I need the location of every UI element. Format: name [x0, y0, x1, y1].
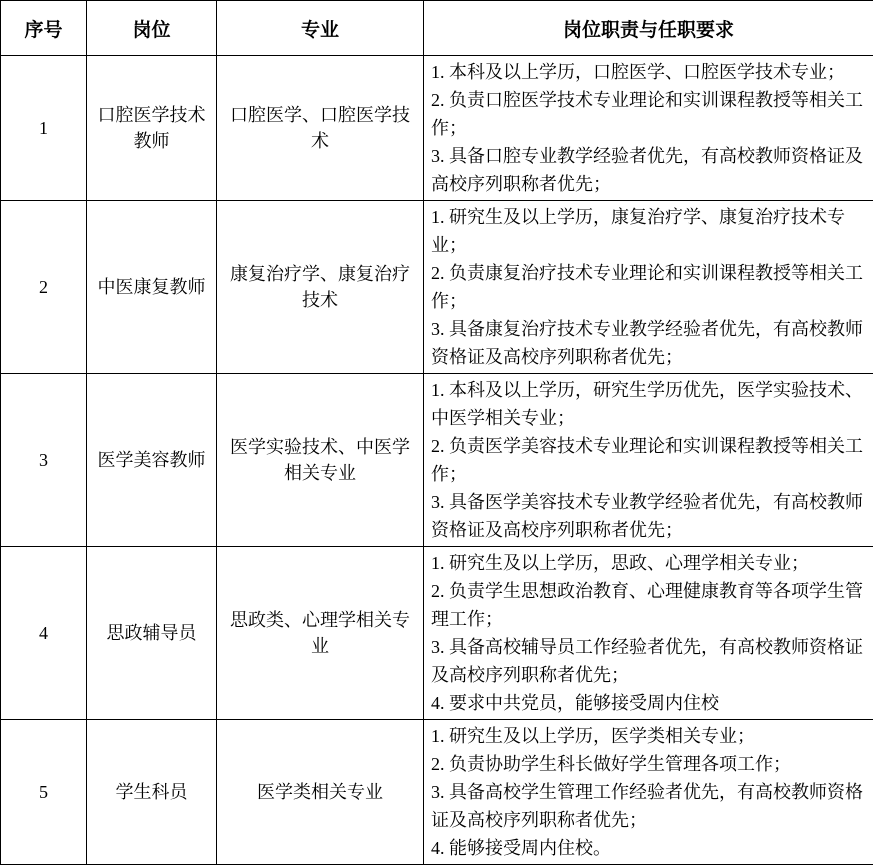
cell-requirements	[424, 56, 873, 201]
requirement-line: 2. 负责学生思想政治教育、心理健康教育等各项学生管理工作；	[431, 577, 868, 633]
requirement-line: 1. 本科及以上学历，口腔医学、口腔医学技术专业；	[431, 58, 868, 86]
cell-serial-number: 1	[1, 56, 87, 201]
table-row	[1, 56, 873, 201]
table-row	[1, 374, 873, 547]
requirement-line: 2. 负责康复治疗技术专业理论和实训课程教授等相关工作；	[431, 259, 868, 315]
requirement-line: 2. 负责协助学生科长做好学生管理各项工作；	[431, 750, 868, 778]
cell-serial-number: 3	[1, 374, 87, 547]
cell-serial-number: 2	[1, 201, 87, 374]
cell-position: 口腔医学技术教师	[87, 56, 217, 201]
requirement-line: 1. 研究生及以上学历，康复治疗学、康复治疗技术专业；	[431, 203, 868, 259]
header-cell-requirements: 岗位职责与任职要求	[424, 1, 873, 56]
cell-serial-number: 5	[1, 720, 87, 865]
cell-requirements	[424, 720, 873, 865]
cell-position: 思政辅导员	[87, 547, 217, 720]
requirement-line: 1. 本科及以上学历，研究生学历优先，医学实验技术、中医学相关专业；	[431, 376, 868, 432]
requirement-line: 3. 具备高校学生管理工作经验者优先，有高校教师资格证及高校序列职称者优先；	[431, 778, 868, 834]
requirement-line: 4. 要求中共党员，能够接受周内住校	[431, 689, 868, 717]
cell-major: 医学类相关专业	[217, 720, 424, 865]
cell-serial-number: 4	[1, 547, 87, 720]
cell-requirements	[424, 374, 873, 547]
requirement-line: 3. 具备口腔专业教学经验者优先，有高校教师资格证及高校序列职称者优先；	[431, 142, 868, 198]
header-cell-serial-number: 序号	[1, 1, 87, 56]
requirement-line: 2. 负责医学美容技术专业理论和实训课程教授等相关工作；	[431, 432, 868, 488]
header-cell-position: 岗位	[87, 1, 217, 56]
table-row	[1, 201, 873, 374]
header-row	[1, 1, 873, 56]
cell-requirements	[424, 547, 873, 720]
table-header	[1, 1, 873, 56]
cell-major: 思政类、心理学相关专业	[217, 547, 424, 720]
requirement-line: 1. 研究生及以上学历，医学类相关专业；	[431, 722, 868, 750]
requirement-line: 3. 具备医学美容技术专业教学经验者优先，有高校教师资格证及高校序列职称者优先；	[431, 488, 868, 544]
requirement-line: 3. 具备高校辅导员工作经验者优先，有高校教师资格证及高校序列职称者优先；	[431, 633, 868, 689]
cell-major: 医学实验技术、中医学相关专业	[217, 374, 424, 547]
requirement-line: 4. 能够接受周内住校。	[431, 834, 868, 862]
cell-major: 康复治疗学、康复治疗技术	[217, 201, 424, 374]
table-body	[1, 56, 873, 865]
table-row	[1, 720, 873, 865]
cell-requirements	[424, 201, 873, 374]
cell-position: 中医康复教师	[87, 201, 217, 374]
cell-position: 学生科员	[87, 720, 217, 865]
table-row	[1, 547, 873, 720]
requirement-line: 1. 研究生及以上学历，思政、心理学相关专业；	[431, 549, 868, 577]
requirement-line: 3. 具备康复治疗技术专业教学经验者优先，有高校教师资格证及高校序列职称者优先；	[431, 315, 868, 371]
header-cell-major: 专业	[217, 1, 424, 56]
cell-position: 医学美容教师	[87, 374, 217, 547]
cell-major: 口腔医学、口腔医学技术	[217, 56, 424, 201]
requirement-line: 2. 负责口腔医学技术专业理论和实训课程教授等相关工作；	[431, 86, 868, 142]
